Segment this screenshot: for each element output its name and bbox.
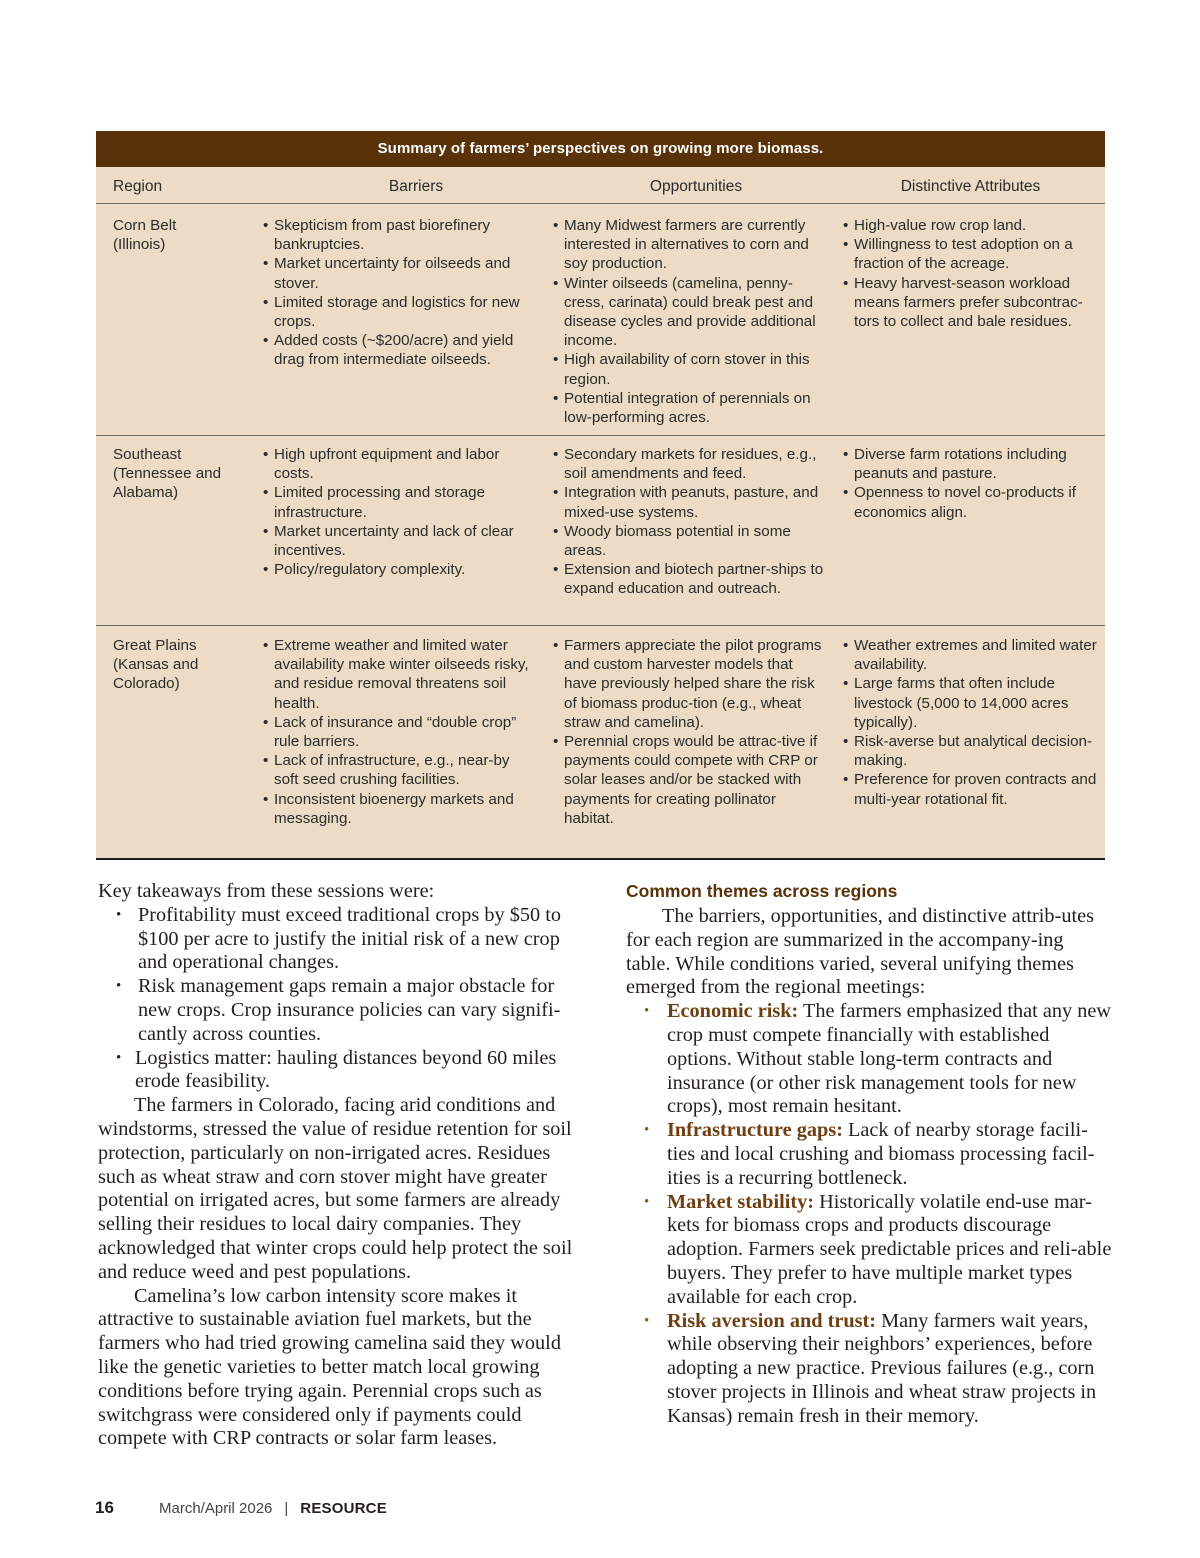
body-paragraph: Camelina’s low carbon intensity score makes it attractive to sustainable aviation fuel markets, but the farmers who had tried growing camelina said they would like the genetic varieties to better match local growing conditions before trying again. Perennial crops such as switchgrass were considered only if payments could compete with CRP contracts or solar farm leases. xyxy=(98,1284,561,1450)
opportunities-cell xyxy=(546,636,836,858)
list-item: • Openness to novel co-products if economics align. xyxy=(843,483,1097,521)
attributes-cell xyxy=(836,445,1105,625)
list-item xyxy=(626,1310,1112,1429)
table-header-row xyxy=(96,167,1105,204)
theme-text: Lack of nearby storage facili-ties and local crushing and biomass processing facil-ities is a recurring bottleneck. xyxy=(667,1119,1095,1189)
table-row xyxy=(96,626,1105,858)
region-cell: Southeast (Tennessee and Alabama) xyxy=(113,446,222,502)
list-item: • Willingness to test adoption on a fraction of the acreage. xyxy=(843,235,1097,273)
theme-term: Risk aversion and trust: xyxy=(667,1309,877,1332)
page-footer xyxy=(95,1498,387,1518)
left-column xyxy=(98,880,584,1451)
list-item: • Farmers appreciate the pilot programs and custom harvester models that have previously helped share the risk of biomass produc-tion (e.g., wheat straw and camelina). xyxy=(553,636,828,732)
barriers-cell xyxy=(256,636,546,858)
attributes-cell xyxy=(836,216,1105,435)
list-item: • Risk management gaps remain a major obstacle for new crops. Crop insurance policies can vary signifi-cantly across counties. xyxy=(98,975,584,1046)
magazine-name: RESOURCE xyxy=(300,1499,387,1517)
list-item: • Lack of insurance and “double crop” rule barriers. xyxy=(263,713,538,751)
list-item: • Integration with peanuts, pasture, and mixed-use systems. xyxy=(553,483,828,521)
list-item: • High availability of corn stover in this region. xyxy=(553,350,828,388)
theme-text: Historically volatile end-use mar-kets for biomass crops and products discourage adoption. Farmers seek predictable prices and reli-able buyers. They prefer to have multiple market types available for each crop. xyxy=(667,1190,1112,1308)
table-caption: Summary of farmers’ perspectives on growing more biomass. xyxy=(96,131,1105,167)
barriers-cell xyxy=(256,216,546,435)
list-item xyxy=(626,1191,1112,1310)
page-number: 16 xyxy=(95,1498,114,1517)
list-item: • Lack of infrastructure, e.g., near-by soft seed crushing facilities. xyxy=(263,751,538,789)
attributes-cell xyxy=(836,636,1105,858)
list-item: • High-value row crop land. xyxy=(843,216,1097,235)
takeaways-list xyxy=(98,904,584,1094)
opportunities-cell xyxy=(546,216,836,435)
list-item: • Policy/regulatory complexity. xyxy=(263,560,538,579)
list-item: • Inconsistent bioenergy markets and messaging. xyxy=(263,790,538,828)
list-item: • Many Midwest farmers are currently interested in alternatives to corn and soy production. xyxy=(553,216,828,274)
list-item: • Diverse farm rotations including peanuts and pasture. xyxy=(843,445,1097,483)
body-paragraph: The barriers, opportunities, and distinctive attrib-utes for each region are summarized in the accompany-ing table. While conditions varied, several unifying themes emerged from the regional meetings: xyxy=(626,905,1094,999)
header-barriers: Barriers xyxy=(388,178,444,195)
list-item xyxy=(626,1000,1112,1119)
issue-date: March/April 2026 xyxy=(159,1499,273,1517)
theme-text: Many farmers wait years, while observing their neighbors’ experiences, before adopting a new practice. Previous failures (e.g., corn stover projects in Illinois and wheat straw projects in Kansas) remain fresh in their memory. xyxy=(667,1309,1097,1427)
list-item: • Secondary markets for residues, e.g., soil amendments and feed. xyxy=(553,445,828,483)
header-attributes: Distinctive Attributes xyxy=(900,178,1041,195)
list-item: • Potential integration of perennials on low-performing acres. xyxy=(553,389,828,427)
list-item: • Limited processing and storage infrastructure. xyxy=(263,483,538,521)
themes-list xyxy=(626,1000,1112,1428)
list-item: • Weather extremes and limited water availability. xyxy=(843,636,1097,674)
header-region: Region xyxy=(113,178,163,195)
list-item: • Heavy harvest-season workload means farmers prefer subcontrac-tors to collect and bale residues. xyxy=(843,274,1097,332)
list-item: • Woody biomass potential in some areas. xyxy=(553,522,828,560)
theme-term: Economic risk: xyxy=(667,1000,799,1023)
region-cell: Corn Belt (Illinois) xyxy=(113,217,177,254)
opportunities-cell xyxy=(546,445,836,625)
list-item xyxy=(626,1119,1112,1190)
header-opportunities: Opportunities xyxy=(649,178,743,195)
list-item: • Limited storage and logistics for new crops. xyxy=(263,293,538,331)
list-item: • Extension and biotech partner-ships to expand education and outreach. xyxy=(553,560,828,598)
theme-term: Infrastructure gaps: xyxy=(667,1119,843,1142)
list-item: • Large farms that often include livestock (5,000 to 14,000 acres typically). xyxy=(843,674,1097,732)
list-item: • Profitability must exceed traditional crops by $50 to $100 per acre to justify the initial risk of a new crop and operational changes. xyxy=(98,904,584,975)
footer-separator: | xyxy=(284,1499,289,1517)
section-heading: Common themes across regions xyxy=(626,881,898,901)
table-row xyxy=(96,204,1105,436)
barriers-cell xyxy=(256,445,546,625)
list-item: • Market uncertainty for oilseeds and stover. xyxy=(263,254,538,292)
list-item: • High upfront equipment and labor costs. xyxy=(263,445,538,483)
takeaways-intro: Key takeaways from these sessions were: xyxy=(98,880,435,902)
theme-term: Market stability: xyxy=(667,1190,815,1213)
list-item: • Skepticism from past biorefinery bankruptcies. xyxy=(263,216,538,254)
list-item: • Risk-averse but analytical decision-making. xyxy=(843,732,1097,770)
list-item: • Winter oilseeds (camelina, penny-cress, carinata) could break pest and disease cycles and provide additional income. xyxy=(553,274,828,351)
biomass-summary-table xyxy=(96,131,1105,860)
list-item: • Market uncertainty and lack of clear incentives. xyxy=(263,522,538,560)
region-cell: Great Plains (Kansas and Colorado) xyxy=(113,637,199,693)
list-item: • Perennial crops would be attrac-tive if payments could compete with CRP or solar leases and/or be stacked with payments for creating pollinator habitat. xyxy=(553,732,828,828)
list-item: • Added costs (~$200/acre) and yield drag from intermediate oilseeds. xyxy=(263,331,538,369)
list-item: • Logistics matter: hauling distances beyond 60 miles erode feasibility. xyxy=(98,1047,584,1095)
list-item: • Extreme weather and limited water availability make winter oilseeds risky, and residue removal threatens soil health. xyxy=(263,636,538,713)
table-row xyxy=(96,436,1105,626)
right-column xyxy=(626,880,1112,1429)
list-item: • Preference for proven contracts and multi-year rotational fit. xyxy=(843,770,1097,808)
body-paragraph: The farmers in Colorado, facing arid conditions and windstorms, stressed the value of residue retention for soil protection, particularly on non-irrigated acres. Residues such as wheat straw and corn stover might have greater potential on irrigated acres, but some farmers are already selling their residues to local dairy companies. They acknowledged that winter crops could help protect the soil and reduce weed and pest populations. xyxy=(98,1094,573,1283)
theme-text: The farmers emphasized that any new crop must compete financially with established options. Without stable long-term contracts and insurance (or other risk management tools for new crops), most remain hesitant. xyxy=(667,1000,1112,1118)
